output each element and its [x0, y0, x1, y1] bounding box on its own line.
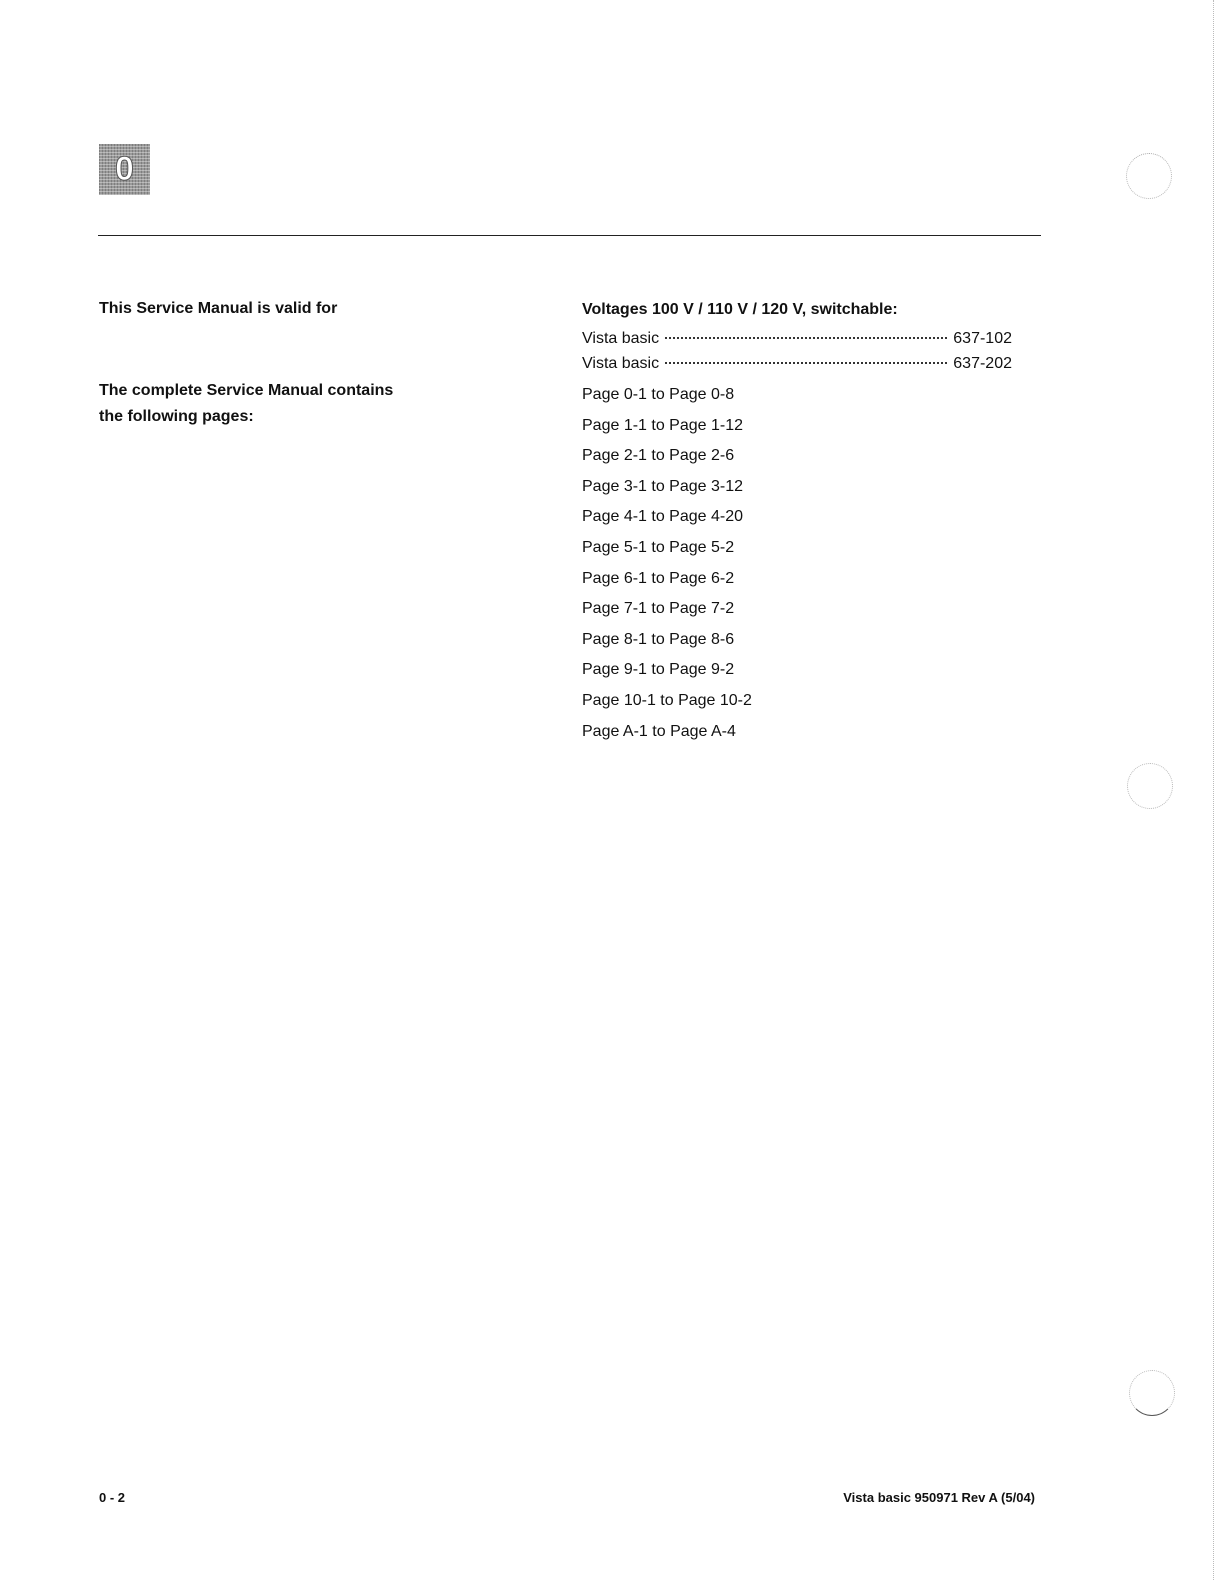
model-row	[582, 326, 1012, 351]
page-range-item: Page 2-1 to Page 2-6	[582, 447, 735, 465]
page-list	[582, 380, 1012, 747]
page-range-item: Page 4-1 to Page 4-20	[582, 508, 744, 526]
page-range-item: Page 7-1 to Page 7-2	[582, 600, 735, 618]
voltages-title: Voltages 100 V / 110 V / 120 V, switchable:	[582, 301, 898, 318]
model-name: Vista basic	[582, 330, 660, 347]
chapter-number-badge	[99, 144, 150, 195]
page-range-item: Page 1-1 to Page 1-12	[582, 416, 744, 434]
page-range-item: Page 0-1 to Page 0-8	[582, 386, 735, 403]
scan-edge	[1213, 0, 1214, 1580]
model-number: 637-102	[953, 330, 1012, 347]
contains-label-line1: The complete Service Manual contains	[99, 382, 394, 399]
dot-leader	[665, 362, 947, 364]
chapter-number: 0	[115, 150, 134, 188]
punch-hole	[1126, 153, 1172, 199]
model-row	[582, 351, 1012, 376]
contains-label	[99, 378, 439, 430]
page-range-item: Page 8-1 to Page 8-6	[582, 630, 735, 648]
punch-hole	[1129, 1370, 1175, 1416]
page-range-item: Page 9-1 to Page 9-2	[582, 661, 735, 679]
contains-label-line2: the following pages:	[99, 408, 254, 425]
page-range-item: Page 10-1 to Page 10-2	[582, 691, 752, 709]
footer-doc-reference: Vista basic 950971 Rev A (5/04)	[843, 1490, 1035, 1505]
punch-hole	[1127, 763, 1173, 809]
header-divider	[98, 235, 1041, 236]
voltages-section	[582, 297, 1012, 747]
page-range-item: Page A-1 to Page A-4	[582, 722, 736, 740]
valid-for-label: This Service Manual is valid for	[99, 300, 338, 317]
dot-leader	[665, 337, 947, 339]
page-range-item: Page 5-1 to Page 5-2	[582, 538, 735, 556]
page-range-item: Page 3-1 to Page 3-12	[582, 477, 744, 495]
model-number: 637-202	[953, 355, 1012, 372]
page-range-item: Page 6-1 to Page 6-2	[582, 569, 735, 587]
footer-page-number: 0 - 2	[99, 1490, 126, 1505]
model-name: Vista basic	[582, 355, 660, 372]
